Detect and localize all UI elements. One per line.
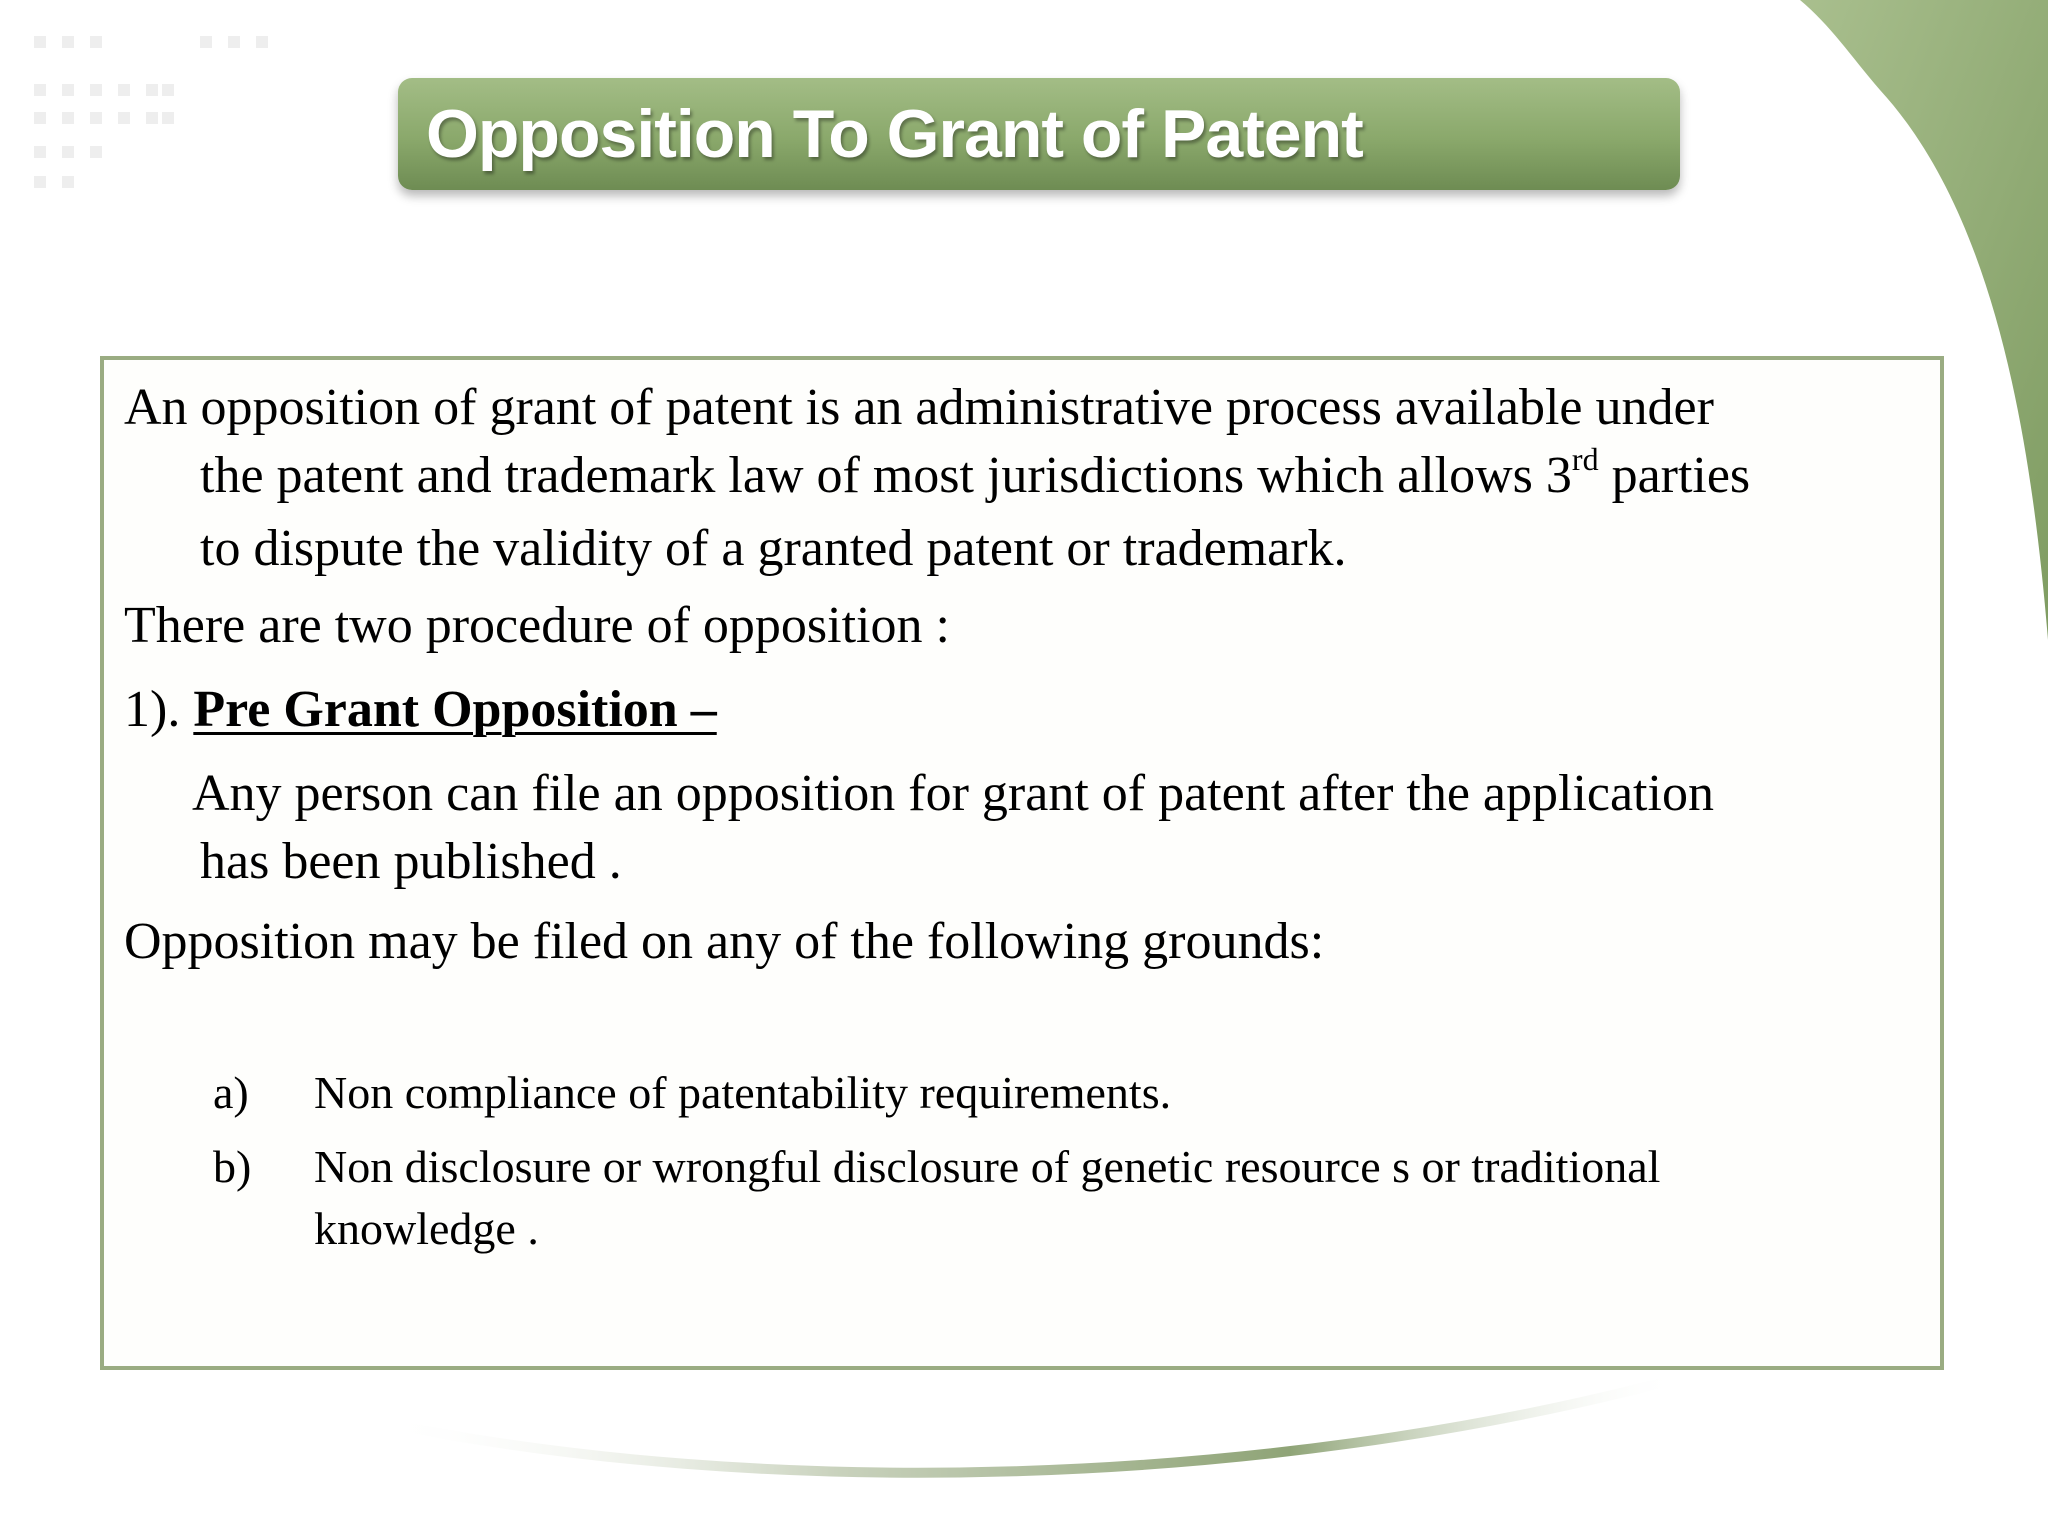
intro-line-1: An opposition of grant of patent is an administrative process available under <box>124 379 1714 436</box>
content-box <box>100 356 1944 1370</box>
list-item-text-continued: knowledge . <box>314 1203 539 1254</box>
list-item <box>213 1062 1813 1124</box>
intro-line-2-end: parties <box>1598 447 1751 504</box>
intro-line-2-text: the patent and trademark law of most jurisdictions which allows 3 <box>200 447 1572 504</box>
pre-grant-title: Pre Grant Opposition – <box>193 681 717 738</box>
title-bar <box>398 78 1680 190</box>
list-item-text: Non compliance of patentability requirements. <box>314 1067 1172 1118</box>
dot-grid-decoration <box>34 36 268 188</box>
procedures-intro-text: There are two procedure of opposition : <box>124 597 950 654</box>
ordinal-suffix: rd <box>1571 441 1599 477</box>
list-item-text: Non disclosure or wrongful disclosure of genetic resource s or traditional <box>314 1141 1661 1192</box>
list-item <box>213 1136 1813 1260</box>
slide-title: Opposition To Grant of Patent <box>426 96 1363 172</box>
list-marker: b) <box>213 1141 252 1192</box>
grounds-intro-text: Opposition may be filed on any of the following grounds: <box>124 913 1325 970</box>
intro-line-3: to dispute the validity of a granted patent or trademark. <box>200 520 1347 577</box>
bottom-arc-decoration <box>380 1378 1680 1473</box>
list-marker: a) <box>213 1067 249 1118</box>
intro-line-2 <box>124 442 1924 515</box>
pre-grant-number: 1). <box>124 681 194 738</box>
pre-grant-description <box>124 760 1924 896</box>
grounds-intro <box>124 908 1924 976</box>
procedures-intro <box>124 592 1924 660</box>
intro-paragraph <box>124 374 1924 583</box>
pre-grant-desc-line-1: Any person can file an opposition for grant of patent after the application <box>192 765 1714 822</box>
pre-grant-desc-line-2: has been published . <box>200 833 622 890</box>
pre-grant-heading <box>124 676 1924 744</box>
